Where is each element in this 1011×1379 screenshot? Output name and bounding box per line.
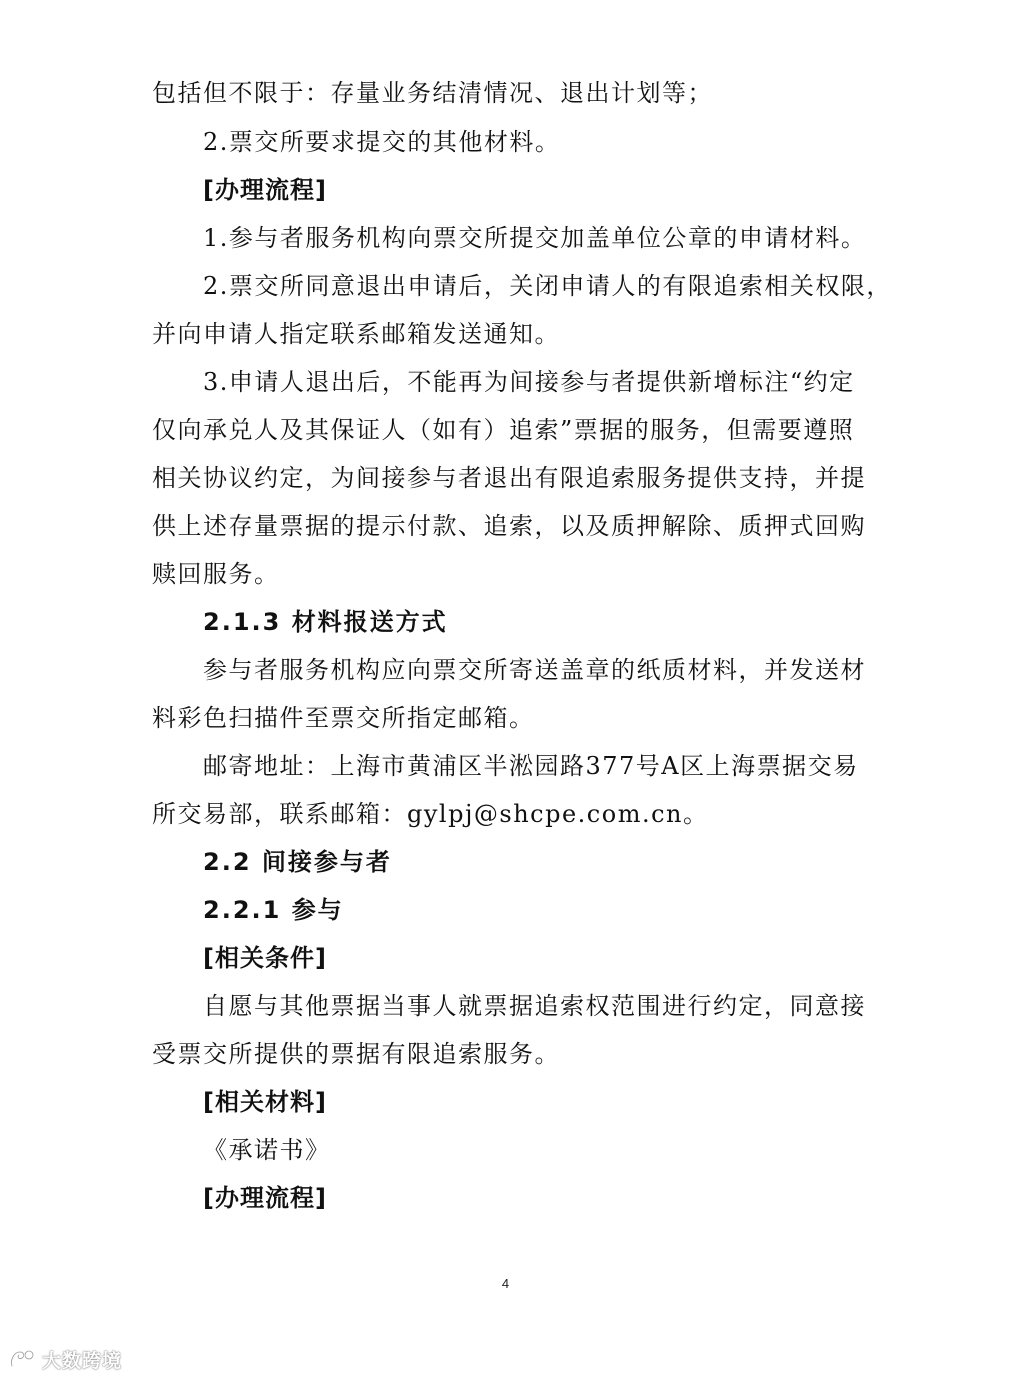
watermark-text: 大数跨境 bbox=[42, 1349, 123, 1372]
body-text-line: 相关协议约定，为间接参与者退出有限追索服务提供支持，并提 bbox=[152, 464, 866, 492]
body-text-line: 3.申请人退出后，不能再为间接参与者提供新增标注“约定 bbox=[203, 368, 855, 396]
body-text-line: 参与者服务机构应向票交所寄送盖章的纸质材料，并发送材 bbox=[203, 656, 866, 684]
body-text-line: 并向申请人指定联系邮箱发送通知。 bbox=[152, 320, 560, 348]
body-text-line: 包括但不限于：存量业务结清情况、退出计划等； bbox=[152, 79, 713, 107]
section-label: [办理流程] bbox=[203, 176, 327, 204]
body-text-line: 料彩色扫描件至票交所指定邮箱。 bbox=[152, 704, 535, 732]
watermark-logo-icon bbox=[8, 1346, 38, 1372]
body-text-line: 受票交所提供的票据有限追索服务。 bbox=[152, 1040, 560, 1068]
subsection-heading: 2.2.1 参与 bbox=[203, 896, 344, 924]
page-number: 4 bbox=[501, 1276, 510, 1291]
body-text-line: 供上述存量票据的提示付款、追索，以及质押解除、质押式回购 bbox=[152, 512, 866, 540]
section-label: [相关条件] bbox=[203, 944, 327, 972]
subsection-heading: 2.1.3 材料报送方式 bbox=[203, 608, 448, 636]
body-text-line: 《承诺书》 bbox=[203, 1136, 331, 1164]
watermark bbox=[8, 1344, 122, 1374]
body-text-line: 赎回服务。 bbox=[152, 560, 280, 588]
body-text-line: 2.票交所要求提交的其他材料。 bbox=[203, 128, 561, 156]
section-label: [办理流程] bbox=[203, 1184, 327, 1212]
body-text-line: 邮寄地址：上海市黄浦区半淞园路377号A区上海票据交易 bbox=[203, 752, 859, 780]
section-heading: 2.2 间接参与者 bbox=[203, 848, 392, 876]
body-text-line: 自愿与其他票据当事人就票据追索权范围进行约定，同意接 bbox=[203, 992, 866, 1020]
body-text-line: 所交易部，联系邮箱：gylpj@shcpe.com.cn。 bbox=[152, 800, 709, 828]
body-text-line: 仅向承兑人及其保证人（如有）追索”票据的服务，但需要遵照 bbox=[152, 416, 855, 444]
section-label: [相关材料] bbox=[203, 1088, 327, 1116]
body-text-line: 1.参与者服务机构向票交所提交加盖单位公章的申请材料。 bbox=[203, 224, 867, 252]
body-text-line: 2.票交所同意退出申请后，关闭申请人的有限追索相关权限， bbox=[203, 272, 892, 300]
